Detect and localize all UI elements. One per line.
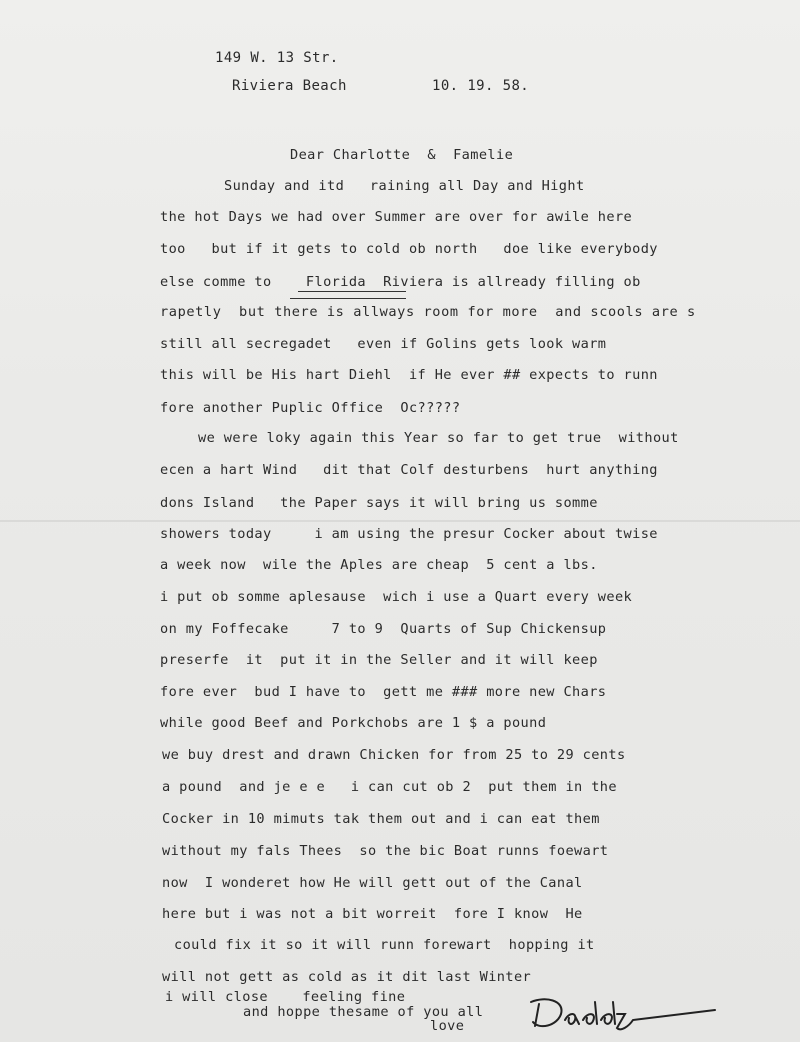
body-line: preserfe it put it in the Seller and it will keep <box>160 652 598 668</box>
paper-fold <box>0 520 800 522</box>
body-line: fore another Puplic Office Oc????? <box>160 400 461 416</box>
body-line: now I wonderet how He will gett out of the Canal <box>162 875 583 891</box>
body-line: could fix it so it will runn forewart hopping it <box>174 937 595 953</box>
address-street: 149 W. 13 Str. <box>215 50 339 66</box>
body-line: ecen a hart Wind dit that Colf desturbens hurt anything <box>160 462 658 478</box>
body-line: Sunday and itd raining all Day and Hight <box>224 178 585 194</box>
body-line: a pound and je e e i can cut ob 2 put them in the <box>162 779 617 795</box>
body-line: the hot Days we had over Summer are over for awile here <box>160 209 633 225</box>
closing-line: i will close feeling fine <box>165 989 406 1005</box>
address-city: Riviera Beach <box>232 78 347 94</box>
body-line: will not gett as cold as it dit last Winter <box>162 969 532 985</box>
body-line: showers today i am using the presur Cocker about twise <box>160 526 658 542</box>
body-line: else comme to Florida Riviera is allready filling ob <box>160 274 641 290</box>
body-line: too but if it gets to cold ob north doe like everybody <box>160 241 658 257</box>
body-line: we were loky again this Year so far to get true without <box>198 430 679 446</box>
body-line: rapetly but there is allways room for more and scools are s <box>160 304 696 320</box>
body-line: fore ever bud I have to gett me ### more new Chars <box>160 684 607 700</box>
body-line: still all secregadet even if Golins gets look warm <box>160 336 607 352</box>
salutation: Dear Charlotte & Famelie <box>290 147 514 163</box>
body-line: here but i was not a bit worreit fore I know He <box>162 906 583 922</box>
body-line: this will be His hart Diehl if He ever ## expects to runn <box>160 367 658 383</box>
body-line: i put ob somme aplesause wich i use a Quart every week <box>160 589 633 605</box>
body-line: dons Island the Paper says it will bring us somme <box>160 495 598 511</box>
florida-underline-second <box>290 298 406 299</box>
florida-underline <box>298 291 406 292</box>
body-line: while good Beef and Porkchobs are 1 $ a pound <box>160 715 547 731</box>
handwritten-signature <box>525 992 725 1037</box>
closing-line: and hoppe thesame of you all <box>243 1004 484 1020</box>
body-line: Cocker in 10 mimuts tak them out and i can eat them <box>162 811 600 827</box>
body-line: without my fals Thees so the bic Boat runns foewart <box>162 843 609 859</box>
body-line: on my Foffecake 7 to 9 Quarts of Sup Chickensup <box>160 621 607 637</box>
body-line: a week now wile the Aples are cheap 5 cent a lbs. <box>160 557 598 573</box>
body-line: we buy drest and drawn Chicken for from 25 to 29 cents <box>162 747 626 763</box>
closing-love: love <box>430 1018 465 1034</box>
letter-date: 10. 19. 58. <box>432 78 530 94</box>
